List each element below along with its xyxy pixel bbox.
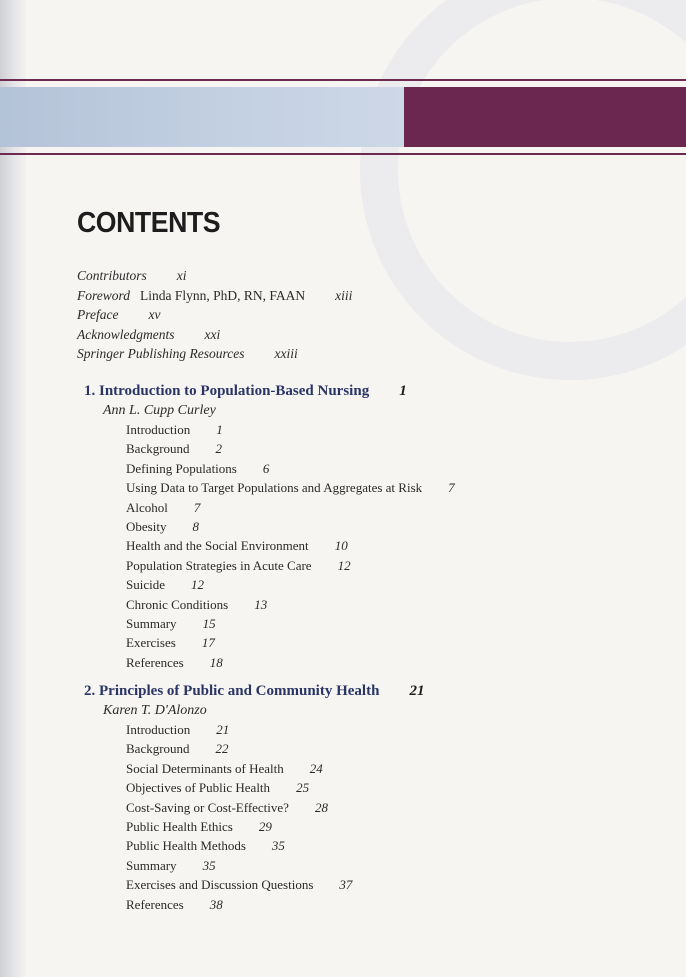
chapter-author: Karen T. D'Alonzo [103, 703, 207, 718]
section-item [126, 817, 424, 836]
section-page: 7 [193, 499, 201, 515]
section-title: Using Data to Target Populations and Aggregates at Risk [126, 480, 423, 496]
front-matter-item [77, 286, 352, 306]
front-matter-item [77, 344, 352, 364]
section-item [126, 536, 455, 555]
front-matter-label: Contributors [77, 268, 147, 283]
section-item [126, 595, 455, 614]
section-page: 1 [216, 422, 223, 437]
section-page: 29 [258, 819, 272, 835]
section-page: 21 [216, 722, 230, 737]
section-item [126, 420, 455, 439]
chapter-page: 1 [399, 383, 407, 399]
front-matter-label: Preface [77, 307, 119, 322]
front-matter-list [77, 266, 352, 364]
section-item [126, 739, 424, 758]
section-title: Introduction [126, 422, 191, 437]
section-title: Objectives of Public Health [126, 780, 271, 796]
page-title: CONTENTS [77, 207, 221, 239]
header-rule-top [0, 79, 686, 81]
section-page: 22 [215, 741, 229, 757]
section-title: Introduction [126, 722, 191, 737]
section-item [126, 720, 424, 739]
section-title: Background [126, 741, 190, 757]
section-item [126, 614, 455, 633]
chapter-heading [84, 381, 455, 401]
section-title: Summary [126, 616, 177, 632]
section-page: 13 [254, 596, 268, 612]
section-item [126, 498, 455, 517]
section-item [126, 633, 455, 652]
front-matter-item [77, 305, 352, 325]
section-item [126, 459, 455, 478]
section-title: Public Health Methods [126, 838, 246, 854]
section-item [126, 875, 424, 894]
section-page: 35 [271, 838, 285, 854]
front-matter-label: Foreword [77, 287, 130, 303]
front-matter-page: xiii [335, 287, 353, 303]
front-matter-item [77, 266, 352, 286]
section-list [84, 420, 455, 672]
front-matter-page: xv [148, 307, 161, 322]
chapter-heading [84, 681, 424, 701]
section-page: 24 [309, 760, 323, 776]
section-title: Chronic Conditions [126, 596, 229, 612]
section-title: Social Determinants of Health [126, 760, 284, 776]
section-title: Public Health Ethics [126, 819, 233, 835]
section-item [126, 478, 455, 497]
section-page: 37 [339, 877, 353, 893]
section-item [126, 575, 455, 594]
section-page: 35 [202, 857, 216, 873]
front-matter-page: xi [176, 268, 187, 283]
chapter-number: 2. [84, 683, 96, 699]
section-title: Population Strategies in Acute Care [126, 557, 312, 573]
section-page: 28 [314, 799, 328, 815]
chapter-page: 21 [409, 683, 425, 699]
section-page: 7 [448, 480, 455, 496]
section-item [126, 856, 424, 875]
section-title: Exercises and Discussion Questions [126, 877, 314, 893]
front-matter-page: xxi [204, 326, 221, 342]
section-item [126, 517, 455, 536]
front-matter-label: Springer Publishing Resources [77, 346, 245, 361]
front-matter-author: Linda Flynn, PhD, RN, FAAN [140, 287, 306, 303]
section-page: 25 [296, 780, 310, 796]
section-list [84, 720, 424, 914]
section-item [126, 556, 455, 575]
section-title: Obesity [126, 519, 167, 535]
section-title: Exercises [126, 635, 176, 651]
section-title: References [126, 654, 184, 670]
section-item [126, 798, 424, 817]
chapter-title: Introduction to Population-Based Nursing [99, 383, 370, 399]
section-item [126, 653, 455, 672]
chapter-2 [84, 681, 424, 914]
section-page: 12 [337, 557, 351, 573]
front-matter-item [77, 325, 352, 345]
section-item [126, 895, 424, 914]
chapter-1 [84, 381, 455, 672]
section-page: 6 [262, 460, 270, 476]
section-title: Health and the Social Environment [126, 538, 309, 554]
section-title: Cost-Saving or Cost-Effective? [126, 799, 289, 815]
section-page: 15 [202, 616, 216, 632]
section-title: Background [126, 441, 190, 457]
section-page: 18 [209, 654, 223, 670]
section-page: 17 [201, 635, 215, 651]
header-band-blue [0, 87, 404, 147]
header-band-plum [404, 87, 686, 147]
section-item [126, 836, 424, 855]
section-title: Summary [126, 857, 177, 873]
section-item [126, 439, 455, 458]
header-rule-bottom [0, 153, 686, 155]
section-title: References [126, 896, 184, 912]
background-circle-decoration [360, 0, 686, 380]
front-matter-label: Acknowledgments [77, 326, 175, 342]
section-title: Defining Populations [126, 460, 237, 476]
section-title: Alcohol [126, 499, 168, 515]
chapter-author: Ann L. Cupp Curley [103, 403, 216, 418]
section-page: 12 [191, 577, 204, 593]
chapter-title: Principles of Public and Community Health [99, 683, 380, 699]
section-page: 38 [209, 896, 223, 912]
section-title: Suicide [126, 577, 165, 593]
section-page: 2 [215, 441, 223, 457]
section-page: 10 [334, 538, 348, 554]
section-item [126, 778, 424, 797]
chapter-number: 1. [84, 383, 96, 399]
section-page: 8 [192, 519, 199, 535]
section-item [126, 759, 424, 778]
front-matter-page: xxiii [274, 346, 298, 361]
